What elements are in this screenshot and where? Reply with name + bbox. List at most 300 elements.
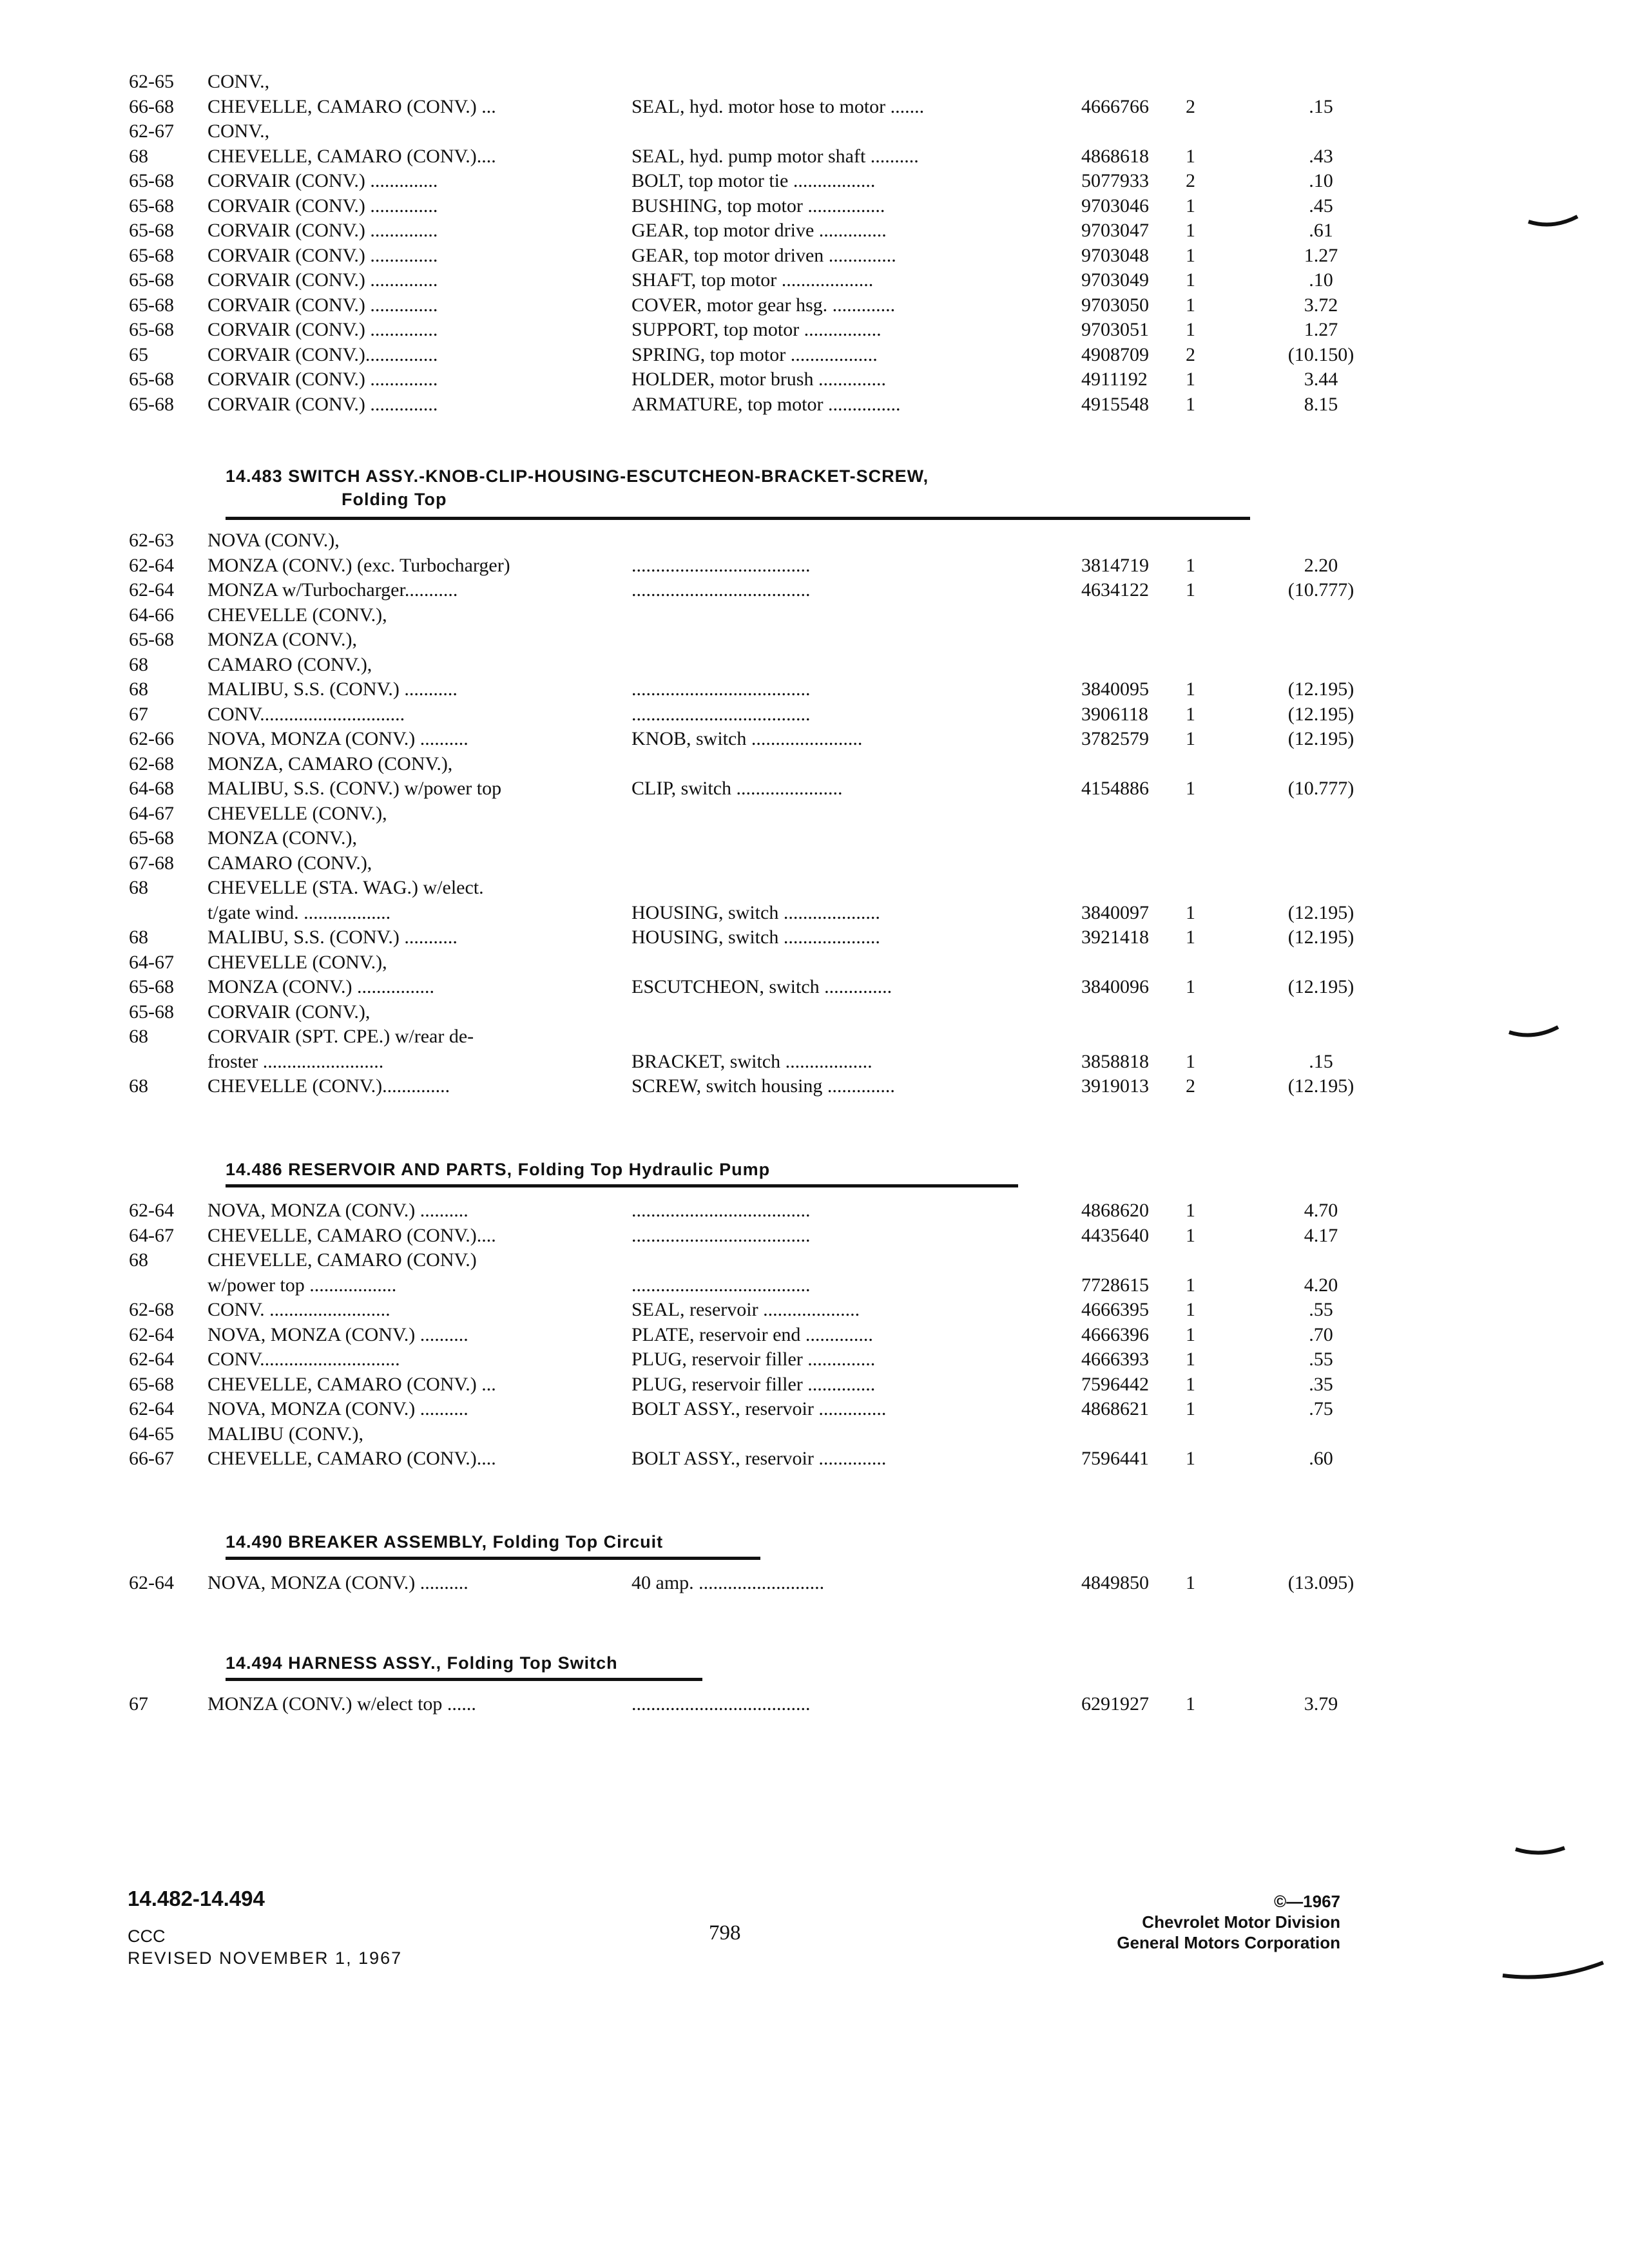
model-description: CORVAIR (CONV.)............... bbox=[207, 343, 438, 365]
section-14-486 bbox=[129, 1160, 1338, 1472]
scan-mark bbox=[1508, 1024, 1559, 1044]
header-rule bbox=[226, 1678, 702, 1681]
part-description: CLIP, switch ...................... bbox=[631, 778, 843, 799]
part-description: KNOB, switch ....................... bbox=[631, 728, 863, 749]
part-description: BOLT ASSY., reservoir .............. bbox=[631, 1398, 887, 1419]
price-group: .61 bbox=[1309, 220, 1333, 241]
table-row bbox=[129, 1571, 1354, 1596]
part-number: 7596441 bbox=[1081, 1448, 1149, 1469]
quantity: 1 bbox=[1186, 319, 1195, 340]
table-row bbox=[129, 95, 1333, 120]
quantity: 1 bbox=[1186, 1224, 1195, 1246]
model-description: CHEVELLE, CAMARO (CONV.) bbox=[207, 1249, 477, 1271]
part-description: SHAFT, top motor ................... bbox=[631, 269, 874, 291]
part-number: 9703049 bbox=[1081, 269, 1149, 291]
table-row bbox=[129, 392, 1338, 418]
part-description: SUPPORT, top motor ................ bbox=[631, 319, 882, 340]
price-group: .70 bbox=[1309, 1323, 1333, 1345]
part-number: 3840097 bbox=[1081, 901, 1149, 923]
model-year: 65-68 bbox=[129, 369, 174, 390]
quantity: 1 bbox=[1186, 393, 1195, 415]
model-description: CORVAIR (CONV.), bbox=[207, 1001, 371, 1023]
part-number: 4666766 bbox=[1081, 95, 1149, 117]
table-row bbox=[129, 901, 1354, 926]
part-number: 3858818 bbox=[1081, 1050, 1149, 1072]
part-number: 9703047 bbox=[1081, 220, 1149, 241]
part-description: BOLT, top motor tie ................. bbox=[631, 170, 876, 191]
scan-mark bbox=[1527, 213, 1579, 232]
price-group: (12.195) bbox=[1287, 976, 1354, 997]
table-row bbox=[129, 702, 1354, 727]
model-year: 65-68 bbox=[129, 319, 174, 340]
model-description: MALIBU, S.S. (CONV.) ........... bbox=[207, 678, 458, 700]
part-description: ..................................... bbox=[631, 579, 811, 601]
footer-copyright: ©—1967 bbox=[1274, 1892, 1340, 1911]
model-year: 67 bbox=[129, 1693, 148, 1715]
price-group: (12.195) bbox=[1287, 901, 1354, 923]
part-number: 9703051 bbox=[1081, 319, 1149, 340]
part-description: PLUG, reservoir filler .............. bbox=[631, 1349, 876, 1370]
price-group: (12.195) bbox=[1287, 728, 1354, 749]
table-row bbox=[129, 1372, 1333, 1398]
model-year: 67 bbox=[129, 703, 148, 725]
part-description: ..................................... bbox=[631, 1200, 811, 1221]
part-number: 3919013 bbox=[1081, 1075, 1149, 1097]
price-group: (10.777) bbox=[1287, 778, 1354, 799]
table-row bbox=[129, 1074, 1354, 1099]
model-description: CHEVELLE, CAMARO (CONV.) ... bbox=[207, 1373, 496, 1395]
price-group: .10 bbox=[1309, 269, 1333, 291]
part-description: HOUSING, switch .................... bbox=[631, 901, 880, 923]
section-14-483 bbox=[129, 466, 1354, 1099]
part-description: ESCUTCHEON, switch .............. bbox=[631, 976, 892, 997]
price-group: .45 bbox=[1309, 195, 1333, 216]
section-14-494 bbox=[129, 1653, 1338, 1717]
model-year: 65-68 bbox=[129, 244, 174, 266]
price-group: 3.44 bbox=[1304, 369, 1338, 390]
part-number: 3840095 bbox=[1081, 678, 1149, 700]
part-number: 3782579 bbox=[1081, 728, 1149, 749]
part-number: 3921418 bbox=[1081, 927, 1149, 948]
section-14-490 bbox=[129, 1532, 1354, 1596]
model-year: 65-68 bbox=[129, 827, 174, 849]
table-row bbox=[129, 628, 1327, 653]
part-number: 4634122 bbox=[1081, 579, 1149, 601]
table-row bbox=[129, 975, 1354, 1000]
price-group: .55 bbox=[1309, 1299, 1333, 1320]
section-subtitle: Folding Top bbox=[342, 490, 447, 509]
price-group: (12.195) bbox=[1287, 703, 1354, 725]
model-year: 64-66 bbox=[129, 604, 174, 626]
model-description: CORVAIR (CONV.) .............. bbox=[207, 244, 438, 266]
price-group: 3.72 bbox=[1304, 294, 1338, 316]
model-description: CORVAIR (CONV.) .............. bbox=[207, 393, 438, 415]
price-group: .75 bbox=[1309, 1398, 1333, 1419]
quantity: 1 bbox=[1186, 579, 1195, 601]
model-year: 65-68 bbox=[129, 629, 174, 650]
model-year: 62-64 bbox=[129, 1323, 174, 1345]
part-number: 4666395 bbox=[1081, 1299, 1149, 1320]
quantity: 1 bbox=[1186, 778, 1195, 799]
model-description: NOVA, MONZA (CONV.) .......... bbox=[207, 1572, 468, 1593]
quantity: 1 bbox=[1186, 1299, 1195, 1320]
table-row bbox=[129, 1397, 1333, 1422]
model-description: MONZA (CONV.) w/elect top ...... bbox=[207, 1693, 476, 1715]
part-number: 9703050 bbox=[1081, 294, 1149, 316]
model-description: CHEVELLE, CAMARO (CONV.) ... bbox=[207, 95, 496, 117]
quantity: 1 bbox=[1186, 195, 1195, 216]
part-description: COVER, motor gear hsg. ............. bbox=[631, 294, 896, 316]
model-description: NOVA, MONZA (CONV.) .......... bbox=[207, 728, 468, 749]
model-year: 64-67 bbox=[129, 1224, 174, 1246]
table-row bbox=[129, 876, 1327, 901]
model-description: MONZA (CONV.), bbox=[207, 827, 357, 849]
part-description: SEAL, hyd. pump motor shaft .......... bbox=[631, 145, 919, 167]
model-description: CHEVELLE, CAMARO (CONV.).... bbox=[207, 145, 496, 167]
table-row bbox=[129, 1198, 1338, 1224]
model-year: 64-65 bbox=[129, 1423, 174, 1445]
table-row bbox=[129, 1050, 1333, 1075]
quantity: 1 bbox=[1186, 1448, 1195, 1469]
quantity: 1 bbox=[1186, 1323, 1195, 1345]
quantity: 1 bbox=[1186, 145, 1195, 167]
table-row bbox=[129, 268, 1333, 293]
part-number: 4915548 bbox=[1081, 393, 1149, 415]
section-rows bbox=[129, 1198, 1338, 1472]
table-row bbox=[129, 169, 1333, 194]
price-group: (12.195) bbox=[1287, 927, 1354, 948]
model-year: 68 bbox=[129, 927, 148, 948]
quantity: 1 bbox=[1186, 1200, 1195, 1221]
model-description: NOVA, MONZA (CONV.) .......... bbox=[207, 1200, 468, 1221]
model-year: 62-64 bbox=[129, 1349, 174, 1370]
model-year: 65-68 bbox=[129, 976, 174, 997]
footer-corporation: General Motors Corporation bbox=[1117, 1933, 1340, 1952]
part-number: 4868621 bbox=[1081, 1398, 1149, 1419]
table-row bbox=[129, 603, 1327, 628]
quantity: 1 bbox=[1186, 976, 1195, 997]
model-year: 62-63 bbox=[129, 530, 174, 551]
quantity: 1 bbox=[1186, 220, 1195, 241]
model-year: 65 bbox=[129, 343, 148, 365]
quantity: 1 bbox=[1186, 927, 1195, 948]
part-description: HOUSING, switch .................... bbox=[631, 927, 880, 948]
part-description: SEAL, hyd. motor hose to motor ....... bbox=[631, 95, 925, 117]
section-header bbox=[129, 1160, 1327, 1192]
part-number: 7596442 bbox=[1081, 1373, 1149, 1395]
model-description: CHEVELLE, CAMARO (CONV.).... bbox=[207, 1224, 496, 1246]
part-number: 4849850 bbox=[1081, 1572, 1149, 1593]
model-year: 68 bbox=[129, 678, 148, 700]
table-row bbox=[129, 293, 1338, 318]
part-number: 4666396 bbox=[1081, 1323, 1149, 1345]
model-description: CORVAIR (CONV.) .............. bbox=[207, 195, 438, 216]
model-description: MONZA (CONV.) (exc. Turbocharger) bbox=[207, 554, 510, 576]
table-row bbox=[129, 194, 1333, 219]
model-year: 68 bbox=[129, 1026, 148, 1047]
model-description: MONZA (CONV.) ................ bbox=[207, 976, 434, 997]
model-description: t/gate wind. .................. bbox=[207, 901, 391, 923]
table-row bbox=[129, 144, 1333, 169]
model-description: CONV., bbox=[207, 120, 270, 142]
section-rows bbox=[129, 528, 1354, 1099]
price-group: (10.150) bbox=[1287, 343, 1354, 365]
quantity: 2 bbox=[1186, 343, 1195, 365]
table-row bbox=[129, 802, 1327, 827]
table-row bbox=[129, 1248, 1327, 1273]
part-number: 9703046 bbox=[1081, 195, 1149, 216]
footer-revised: REVISED NOVEMBER 1, 1967 bbox=[128, 1948, 403, 1968]
quantity: 1 bbox=[1186, 901, 1195, 923]
part-description: ..................................... bbox=[631, 1224, 811, 1246]
table-row bbox=[129, 119, 1327, 144]
section-rows bbox=[129, 1571, 1354, 1596]
part-description: ..................................... bbox=[631, 1274, 811, 1296]
model-description: CORVAIR (CONV.) .............. bbox=[207, 220, 438, 241]
part-number: 9703048 bbox=[1081, 244, 1149, 266]
model-year: 64-67 bbox=[129, 951, 174, 973]
part-description: GEAR, top motor drive .............. bbox=[631, 220, 887, 241]
model-year: 66-68 bbox=[129, 95, 174, 117]
model-description: MONZA, CAMARO (CONV.), bbox=[207, 753, 453, 774]
scan-mark bbox=[1501, 1959, 1605, 1984]
part-description: PLUG, reservoir filler .............. bbox=[631, 1373, 876, 1395]
table-row bbox=[129, 851, 1327, 876]
price-group: 4.20 bbox=[1304, 1274, 1338, 1296]
quantity: 1 bbox=[1186, 1572, 1195, 1593]
quantity: 1 bbox=[1186, 678, 1195, 700]
price-group: .15 bbox=[1309, 1050, 1333, 1072]
model-year: 66-67 bbox=[129, 1448, 174, 1469]
section-header bbox=[129, 1653, 1327, 1686]
price-group: 4.17 bbox=[1304, 1224, 1338, 1246]
model-year: 65-68 bbox=[129, 220, 174, 241]
table-row bbox=[129, 1422, 1327, 1447]
model-description: CONV., bbox=[207, 71, 270, 92]
model-description: NOVA, MONZA (CONV.) .......... bbox=[207, 1398, 468, 1419]
price-group: 2.20 bbox=[1304, 554, 1338, 576]
footer-range: 14.482-14.494 bbox=[128, 1887, 265, 1910]
model-description: CONV............................. bbox=[207, 1349, 400, 1370]
model-year: 68 bbox=[129, 653, 148, 675]
table-row bbox=[129, 1273, 1338, 1298]
model-year: 62-66 bbox=[129, 728, 174, 749]
table-row bbox=[129, 528, 1327, 553]
model-year: 65-68 bbox=[129, 170, 174, 191]
quantity: 1 bbox=[1186, 369, 1195, 390]
table-row bbox=[129, 318, 1338, 343]
quantity: 1 bbox=[1186, 1349, 1195, 1370]
page-number: 798 bbox=[709, 1921, 741, 1945]
part-description: PLATE, reservoir end .............. bbox=[631, 1323, 873, 1345]
table-row bbox=[129, 1446, 1333, 1472]
header-rule bbox=[226, 517, 1250, 520]
part-description: HOLDER, motor brush .............. bbox=[631, 369, 886, 390]
model-description: NOVA (CONV.), bbox=[207, 530, 340, 551]
model-description: CORVAIR (CONV.) .............. bbox=[207, 319, 438, 340]
scan-mark bbox=[1514, 1843, 1566, 1862]
model-description: MONZA w/Turbocharger........... bbox=[207, 579, 458, 601]
price-group: (12.195) bbox=[1287, 1075, 1354, 1097]
footer-division: Chevrolet Motor Division bbox=[1142, 1912, 1340, 1932]
price-group: (10.777) bbox=[1287, 579, 1354, 601]
price-group: .60 bbox=[1309, 1448, 1333, 1469]
model-description: CHEVELLE (CONV.), bbox=[207, 951, 387, 973]
part-number: 4154886 bbox=[1081, 778, 1149, 799]
table-row bbox=[129, 1024, 1327, 1050]
price-group: (13.095) bbox=[1287, 1572, 1354, 1593]
table-row bbox=[129, 826, 1327, 851]
part-description: GEAR, top motor driven .............. bbox=[631, 244, 896, 266]
part-number: 4908709 bbox=[1081, 343, 1149, 365]
table-row bbox=[129, 1298, 1333, 1323]
model-description: froster ......................... bbox=[207, 1050, 384, 1072]
table-row bbox=[129, 218, 1333, 244]
model-description: MALIBU, S.S. (CONV.) ........... bbox=[207, 927, 458, 948]
part-description: ..................................... bbox=[631, 678, 811, 700]
model-year: 68 bbox=[129, 1075, 148, 1097]
part-number: 6291927 bbox=[1081, 1693, 1149, 1715]
part-description: SPRING, top motor .................. bbox=[631, 343, 878, 365]
model-year: 62-64 bbox=[129, 1572, 174, 1593]
quantity: 1 bbox=[1186, 1274, 1195, 1296]
table-row bbox=[129, 70, 1327, 95]
model-year: 65-68 bbox=[129, 269, 174, 291]
price-group: 3.79 bbox=[1304, 1693, 1338, 1715]
model-year: 68 bbox=[129, 145, 148, 167]
table-row bbox=[129, 343, 1354, 368]
model-year: 68 bbox=[129, 1249, 148, 1271]
section-title: 14.483 SWITCH ASSY.-KNOB-CLIP-HOUSING-ESCUTCHEON-BRACKET-SCREW, bbox=[226, 466, 929, 486]
quantity: 1 bbox=[1186, 1373, 1195, 1395]
model-description: CORVAIR (CONV.) .............. bbox=[207, 294, 438, 316]
table-row bbox=[129, 1000, 1327, 1025]
model-description: CHEVELLE (CONV.).............. bbox=[207, 1075, 450, 1097]
model-year: 65-68 bbox=[129, 294, 174, 316]
model-description: w/power top .................. bbox=[207, 1274, 397, 1296]
price-group: (12.195) bbox=[1287, 678, 1354, 700]
part-description: ..................................... bbox=[631, 1693, 811, 1715]
part-number: 3840096 bbox=[1081, 976, 1149, 997]
price-group: .15 bbox=[1309, 95, 1333, 117]
model-year: 64-67 bbox=[129, 802, 174, 824]
section-title: 14.490 BREAKER ASSEMBLY, Folding Top Circuit bbox=[226, 1532, 664, 1552]
part-number: 7728615 bbox=[1081, 1274, 1149, 1296]
part-number: 3906118 bbox=[1081, 703, 1148, 725]
quantity: 2 bbox=[1186, 170, 1195, 191]
table-row bbox=[129, 653, 1327, 678]
model-year: 62-64 bbox=[129, 579, 174, 601]
model-description: CAMARO (CONV.), bbox=[207, 653, 372, 675]
quantity: 1 bbox=[1186, 703, 1195, 725]
model-description: CHEVELLE, CAMARO (CONV.).... bbox=[207, 1448, 496, 1469]
part-number: 4666393 bbox=[1081, 1349, 1149, 1370]
model-year: 62-64 bbox=[129, 554, 174, 576]
price-group: 1.27 bbox=[1304, 319, 1338, 340]
model-year: 65-68 bbox=[129, 1373, 174, 1395]
model-year: 62-67 bbox=[129, 120, 174, 142]
part-number: 5077933 bbox=[1081, 170, 1149, 191]
price-group: .10 bbox=[1309, 170, 1333, 191]
part-description: BRACKET, switch .................. bbox=[631, 1050, 872, 1072]
model-description: CORVAIR (CONV.) .............. bbox=[207, 170, 438, 191]
table-row bbox=[129, 367, 1338, 392]
quantity: 1 bbox=[1186, 244, 1195, 266]
model-description: CORVAIR (CONV.) .............. bbox=[207, 269, 438, 291]
model-description: CONV. ......................... bbox=[207, 1299, 390, 1320]
part-description: SCREW, switch housing .............. bbox=[631, 1075, 895, 1097]
model-year: 65-68 bbox=[129, 393, 174, 415]
quantity: 1 bbox=[1186, 554, 1195, 576]
part-description: BOLT ASSY., reservoir .............. bbox=[631, 1448, 887, 1469]
model-description: CHEVELLE (CONV.), bbox=[207, 604, 387, 626]
model-year: 62-68 bbox=[129, 1299, 174, 1320]
part-number: 3814719 bbox=[1081, 554, 1149, 576]
model-description: CONV.............................. bbox=[207, 703, 405, 725]
model-year: 68 bbox=[129, 877, 148, 898]
model-year: 62-64 bbox=[129, 1398, 174, 1419]
price-group: .43 bbox=[1309, 145, 1333, 167]
model-year: 64-68 bbox=[129, 778, 174, 799]
model-description: CAMARO (CONV.), bbox=[207, 852, 372, 874]
price-group: 1.27 bbox=[1304, 244, 1338, 266]
part-description: ..................................... bbox=[631, 703, 811, 725]
model-description: CHEVELLE (CONV.), bbox=[207, 802, 387, 824]
table-row bbox=[129, 1692, 1338, 1717]
model-year: 65-68 bbox=[129, 195, 174, 216]
section-continuation bbox=[129, 70, 1354, 417]
quantity: 2 bbox=[1186, 95, 1195, 117]
model-year: 62-68 bbox=[129, 753, 174, 774]
table-row bbox=[129, 553, 1338, 579]
quantity: 1 bbox=[1186, 1693, 1195, 1715]
section-title: 14.486 RESERVOIR AND PARTS, Folding Top Hydraulic Pump bbox=[226, 1160, 771, 1179]
section-header bbox=[129, 1532, 1327, 1564]
model-year: 62-65 bbox=[129, 71, 174, 92]
model-description: NOVA, MONZA (CONV.) .......... bbox=[207, 1323, 468, 1345]
quantity: 2 bbox=[1186, 1075, 1195, 1097]
part-description: ARMATURE, top motor ............... bbox=[631, 393, 901, 415]
section-header bbox=[129, 466, 1327, 522]
header-rule bbox=[226, 1557, 760, 1560]
price-group: .55 bbox=[1309, 1349, 1333, 1370]
section-rows bbox=[129, 1692, 1338, 1717]
model-description: CORVAIR (SPT. CPE.) w/rear de- bbox=[207, 1026, 474, 1047]
part-number: 4435640 bbox=[1081, 1224, 1149, 1246]
quantity: 1 bbox=[1186, 1050, 1195, 1072]
part-description: SEAL, reservoir .................... bbox=[631, 1299, 860, 1320]
price-group: .35 bbox=[1309, 1373, 1333, 1395]
quantity: 1 bbox=[1186, 1398, 1195, 1419]
model-year: 67-68 bbox=[129, 852, 174, 874]
table-row bbox=[129, 727, 1354, 752]
table-row bbox=[129, 677, 1354, 702]
model-description: CORVAIR (CONV.) .............. bbox=[207, 369, 438, 390]
part-number: 4868620 bbox=[1081, 1200, 1149, 1221]
quantity: 1 bbox=[1186, 269, 1195, 291]
model-year: 65-68 bbox=[129, 1001, 174, 1023]
section-title: 14.494 HARNESS ASSY., Folding Top Switch bbox=[226, 1653, 618, 1673]
price-group: 8.15 bbox=[1304, 393, 1338, 415]
model-description: CHEVELLE (STA. WAG.) w/elect. bbox=[207, 877, 484, 898]
footer-code: CCC bbox=[128, 1927, 166, 1946]
model-description: MONZA (CONV.), bbox=[207, 629, 357, 650]
table-row bbox=[129, 1347, 1333, 1372]
table-row bbox=[129, 578, 1354, 603]
table-row bbox=[129, 925, 1354, 950]
part-description: 40 amp. .......................... bbox=[631, 1572, 825, 1593]
table-row bbox=[129, 1224, 1338, 1249]
